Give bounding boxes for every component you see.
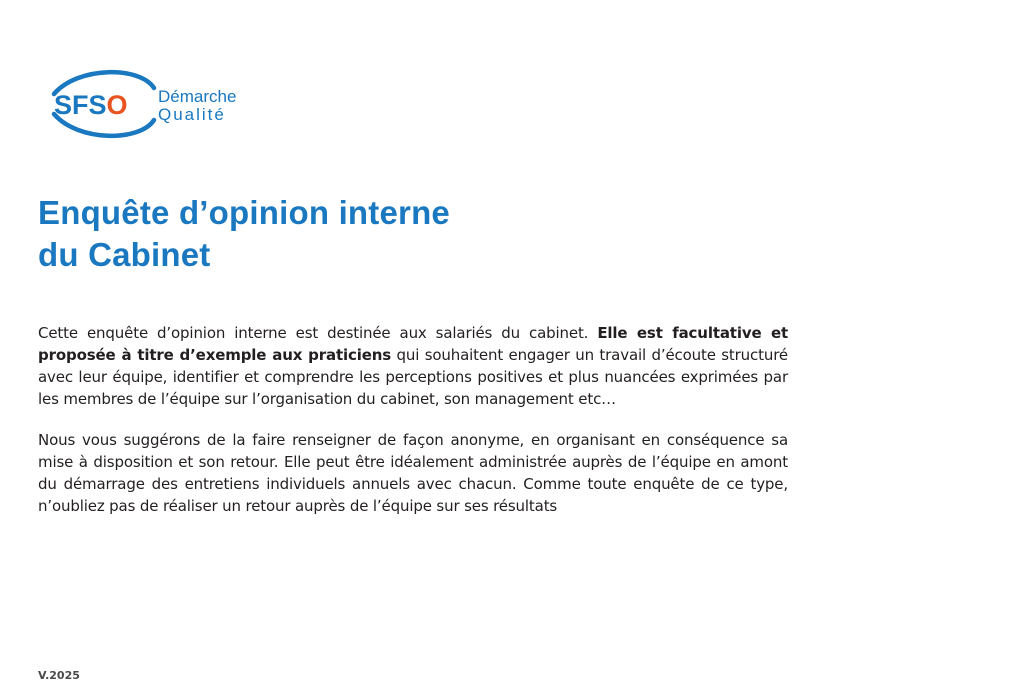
paragraph-intro-bold: Elle est facultative et proposée à titre d’exemple aux praticiens xyxy=(38,324,788,364)
logo-letter-o: O xyxy=(106,90,128,120)
logo-letter-f: F xyxy=(72,90,89,120)
logo-tagline-line1: Démarche xyxy=(158,87,237,106)
sfso-logo-graphic xyxy=(48,68,253,140)
sfso-logo xyxy=(48,68,253,140)
page-title-line1: Enquête d’opinion interne xyxy=(38,194,450,231)
version-label: V.2025 xyxy=(38,669,80,682)
logo-letter-s2: S xyxy=(88,90,107,120)
paragraph-suggestion: Nous vous suggérons de la faire renseigner de façon anonyme, en organisant en conséquence sa mise à disposition et son retour. Elle peut être idéalement administrée auprès de l’équipe en amont du démarrage des entretiens individuels annuels avec chacun. Comme toute enquête de ce type, n’oubliez pas de réaliser un retour auprès de l’équipe sur ses résultats xyxy=(38,431,788,515)
body-text xyxy=(38,322,788,536)
paragraph-intro-start: Cette enquête d’opinion interne est destinée aux salariés du cabinet. xyxy=(38,324,598,342)
logo-letters xyxy=(54,90,128,120)
paragraph-intro-end: qui souhaitent engager un travail d’écoute structuré avec leur équipe, identifier et comprendre les perceptions positives et plus nuancées exprimées par les membres de l’équipe sur l’organisation du cabinet, son management etc… xyxy=(38,346,788,408)
paragraph-intro xyxy=(38,322,788,410)
logo-letter-s1: S xyxy=(54,90,73,120)
logo-tagline-line2: Qualité xyxy=(158,105,226,124)
page-title xyxy=(38,192,450,276)
page-title-line2: du Cabinet xyxy=(38,236,211,273)
